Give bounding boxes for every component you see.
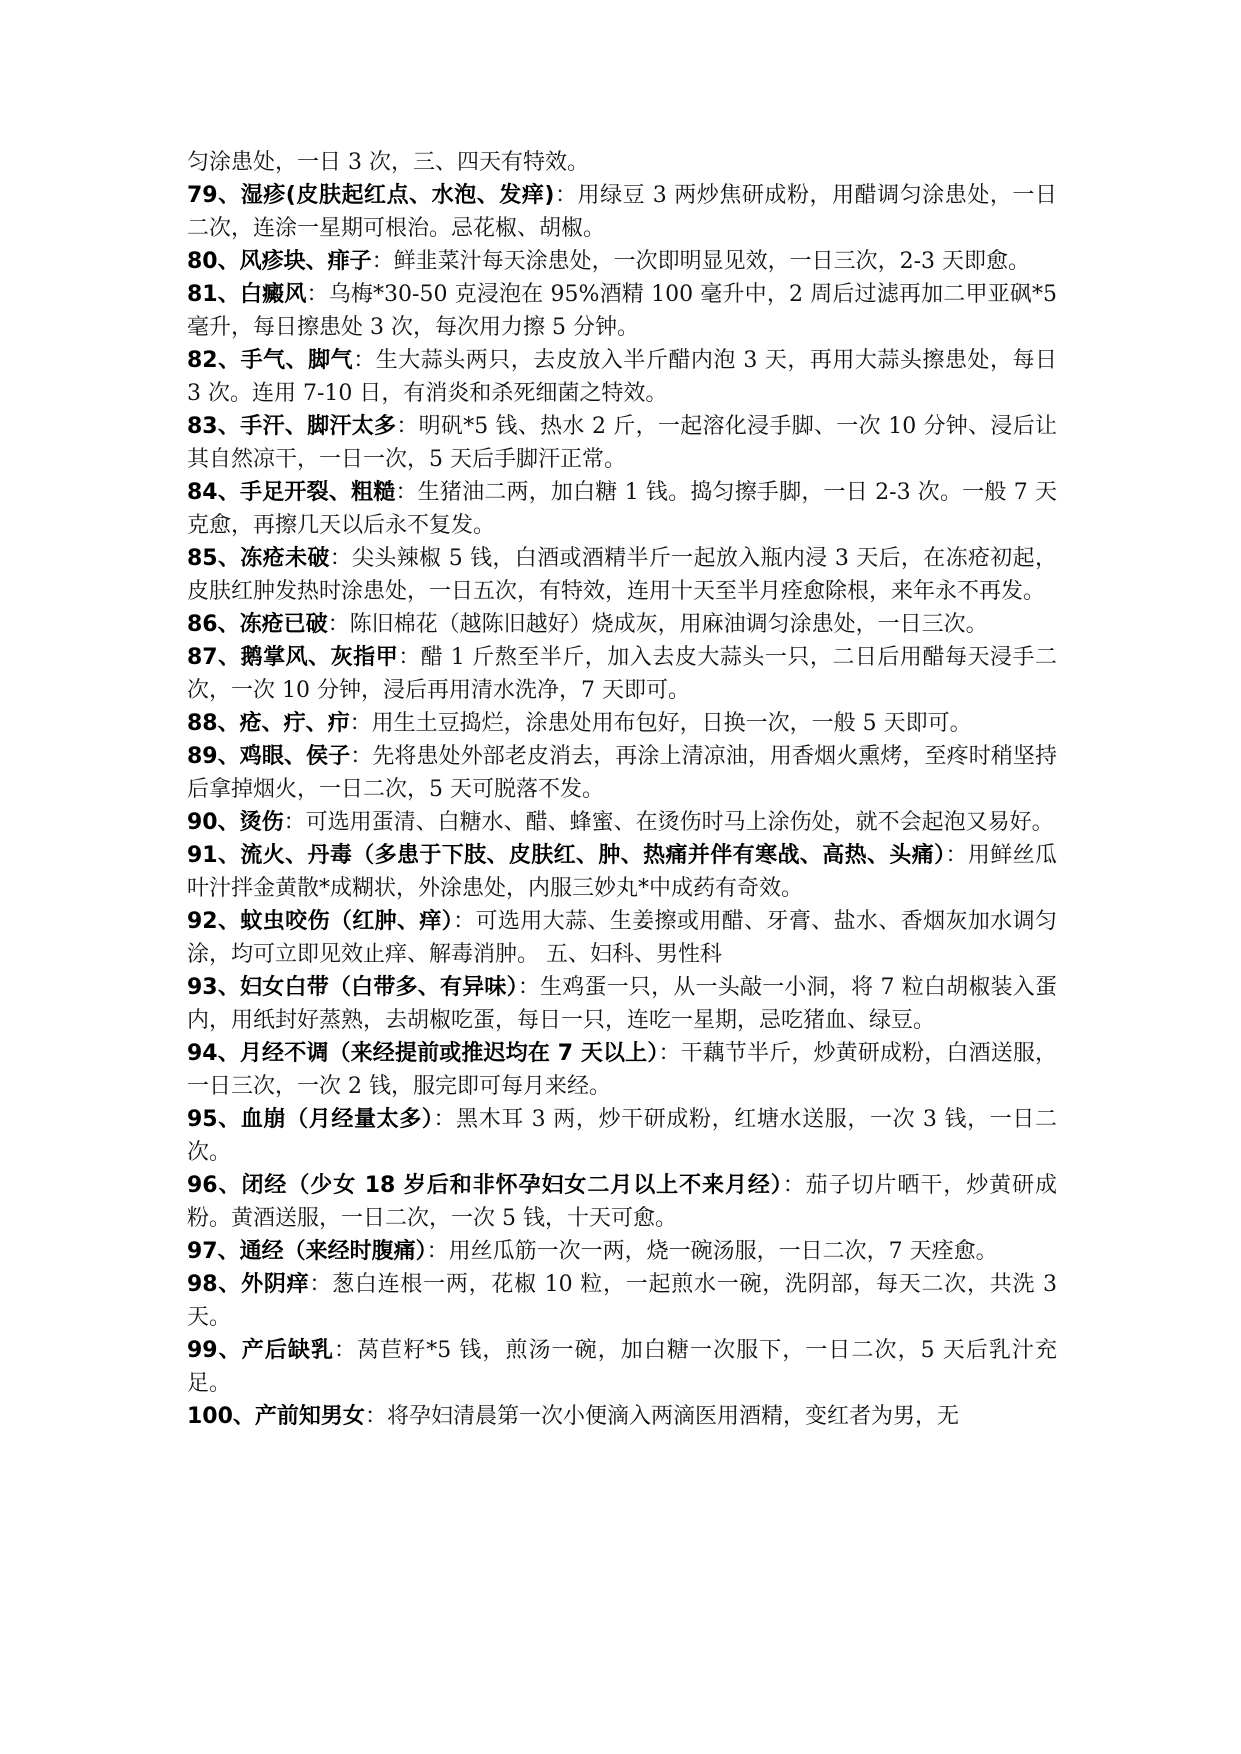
- remedy-body: ：黑木耳 3 两，炒干研成粉，红塘水送服，一次 3 钱，一日二次。: [187, 1107, 1057, 1165]
- remedy-title: 88、疮、疔、疖: [187, 711, 350, 736]
- remedy-title: 86、冻疮已破: [187, 612, 328, 637]
- remedy-body: ：可选用大蒜、生姜擦或用醋、牙膏、盐水、香烟灰加水调匀涂，均可立即见效止痒、解毒消肿。 五、妇科、男性科: [187, 909, 1057, 967]
- remedy-body: ：茄子切片晒干，炒黄研成粉。黄酒送服，一日二次，一次 5 钱，十天可愈。: [187, 1173, 1057, 1231]
- remedy-entry-91: [187, 839, 1057, 905]
- remedy-body: ：将孕妇清晨第一次小便滴入两滴医用酒精，变红者为男，无: [364, 1404, 959, 1429]
- remedy-title: 82、手气、脚气: [187, 348, 354, 373]
- remedy-title: 81、白癜风: [187, 282, 307, 307]
- remedy-title: 90、烫伤: [187, 810, 284, 835]
- remedy-title: 93、妇女白带（白带多、有异味）: [187, 975, 518, 1000]
- remedy-title: 89、鸡眼、侯子: [187, 744, 351, 769]
- remedy-title: 91、流火、丹毒（多患于下肢、皮肤红、肿、热痛并伴有寒战、高热、头痛）: [187, 843, 946, 868]
- remedy-entry-81: [187, 278, 1057, 344]
- remedy-body: ：鲜韭菜汁每天涂患处，一次即明显见效，一日三次，2-3 天即愈。: [371, 249, 1031, 274]
- remedy-body: ：用生土豆捣烂，涂患处用布包好，日换一次，一般 5 天即可。: [349, 711, 972, 736]
- remedy-entry-86: [187, 608, 1057, 641]
- remedy-title: 84、手足开裂、粗糙: [187, 480, 396, 505]
- remedy-entry-83: [187, 410, 1057, 476]
- remedy-body: ：尖头辣椒 5 钱，白酒或酒精半斤一起放入瓶内浸 3 天后，在冻疮初起，皮肤红肿发热时涂患处，一日五次，有特效，连用十天至半月痊愈除根，来年永不再发。: [187, 546, 1057, 604]
- remedy-title: 94、月经不调（来经提前或推迟均在 7 天以上）: [187, 1041, 659, 1066]
- remedy-title: 80、风疹块、痱子: [187, 249, 372, 274]
- remedy-body: ：醋 1 斤熬至半斤，加入去皮大蒜头一只，二日后用醋每天浸手二次，一次 10 分钟，浸后再用清水洗净，7 天即可。: [187, 645, 1057, 703]
- remedy-title: 96、闭经（少女 18 岁后和非怀孕妇女二月以上不来月经）: [187, 1173, 783, 1198]
- continuation-text: [187, 146, 1057, 179]
- continuation-body: 匀涂患处，一日 3 次，三、四天有特效。: [187, 150, 589, 175]
- remedy-entry-85: [187, 542, 1057, 608]
- remedy-body: ：用鲜丝瓜叶汁拌金黄散*成糊状，外涂患处，内服三妙丸*中成药有奇效。: [187, 843, 1057, 901]
- remedy-entry-95: [187, 1103, 1057, 1169]
- remedy-entry-80: [187, 245, 1057, 278]
- remedy-entry-97: [187, 1235, 1057, 1268]
- remedy-entry-96: [187, 1169, 1057, 1235]
- remedy-body: ：生猪油二两，加白糖 1 钱。捣匀擦手脚，一日 2-3 次。一般 7 天克愈，再擦几天以后永不复发。: [187, 480, 1057, 538]
- remedy-entry-82: [187, 344, 1057, 410]
- document-page: [187, 146, 1057, 1433]
- remedy-body: ：干藕节半斤，炒黄研成粉，白酒送服，一日三次，一次 2 钱，服完即可每月来经。: [187, 1041, 1057, 1099]
- remedy-title: 95、血崩（月经量太多）: [187, 1107, 434, 1132]
- remedy-body: ：生鸡蛋一只，从一头敲一小洞，将 7 粒白胡椒装入蛋内，用纸封好蒸熟，去胡椒吃蛋，每日一只，连吃一星期，忌吃猪血、绿豆。: [187, 975, 1057, 1033]
- remedy-title: 83、手汗、脚汗太多: [187, 414, 397, 439]
- remedy-title: 79、湿疹(皮肤起红点、水泡、发痒): [187, 183, 555, 208]
- remedy-title: 85、冻疮未破: [187, 546, 330, 571]
- remedy-title: 87、鹅掌风、灰指甲: [187, 645, 399, 670]
- remedy-title: 97、通经（来经时腹痛）: [187, 1239, 427, 1264]
- remedy-body: ：乌梅*30-50 克浸泡在 95%酒精 100 毫升中，2 周后过滤再加二甲亚砜*5 毫升，每日擦患处 3 次，每次用力擦 5 分钟。: [187, 282, 1057, 340]
- remedy-body: ：可选用蛋清、白糖水、醋、蜂蜜、在烫伤时马上涂伤处，就不会起泡又易好。: [283, 810, 1054, 835]
- remedy-entry-84: [187, 476, 1057, 542]
- remedy-body: ：陈旧棉花（越陈旧越好）烧成灰，用麻油调匀涂患处，一日三次。: [327, 612, 988, 637]
- remedy-title: 100、产前知男女: [187, 1404, 365, 1429]
- remedy-entry-99: [187, 1334, 1057, 1400]
- remedy-entry-94: [187, 1037, 1057, 1103]
- remedy-body: ：葱白连根一两，花椒 10 粒，一起煎水一碗，洗阴部，每天二次，共洗 3 天。: [187, 1272, 1057, 1330]
- remedy-entry-92: [187, 905, 1057, 971]
- remedy-body: ：明矾*5 钱、热水 2 斤，一起溶化浸手脚、一次 10 分钟、浸后让其自然凉干，一日一次，5 天后手脚汗正常。: [187, 414, 1057, 472]
- remedy-entry-88: [187, 707, 1057, 740]
- remedy-body: ：用丝瓜筋一次一两，烧一碗汤服，一日二次，7 天痊愈。: [426, 1239, 998, 1264]
- remedy-body: ：莴苣籽*5 钱，煎汤一碗，加白糖一次服下，一日二次，5 天后乳汁充足。: [187, 1338, 1057, 1396]
- remedy-body: ：生大蒜头两只，去皮放入半斤醋内泡 3 天，再用大蒜头擦患处，每日 3 次。连用 7-10 日，有消炎和杀死细菌之特效。: [187, 348, 1057, 406]
- remedy-body: ：用绿豆 3 两炒焦研成粉，用醋调匀涂患处，一日二次，连涂一星期可根治。忌花椒、胡椒。: [187, 183, 1057, 241]
- remedy-title: 99、产后缺乳: [187, 1338, 335, 1363]
- remedy-entry-98: [187, 1268, 1057, 1334]
- remedy-entry-87: [187, 641, 1057, 707]
- remedy-body: ：先将患处外部老皮消去，再涂上清凉油，用香烟火熏烤，至疼时稍坚持后拿掉烟火，一日二次，5 天可脱落不发。: [187, 744, 1057, 802]
- remedy-entry-90: [187, 806, 1057, 839]
- remedy-title: 98、外阴痒: [187, 1272, 310, 1297]
- remedy-title: 92、蚊虫咬伤（红肿、痒）: [187, 909, 454, 934]
- remedy-entry-89: [187, 740, 1057, 806]
- remedy-entry-100: [187, 1400, 1057, 1433]
- remedy-entry-79: [187, 179, 1057, 245]
- remedy-entry-93: [187, 971, 1057, 1037]
